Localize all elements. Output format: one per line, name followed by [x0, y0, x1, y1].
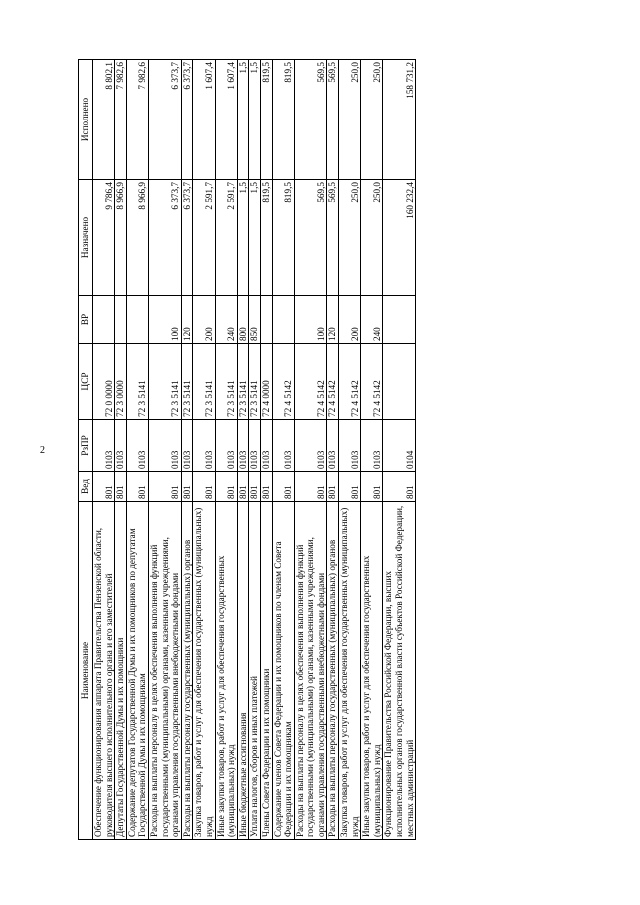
cell-ved: 801 [294, 472, 327, 502]
cell-assigned: 2 591,7 [193, 180, 215, 296]
cell-assigned: 569,5 [327, 180, 339, 296]
cell-executed: 1,5 [249, 60, 261, 180]
cell-csr: 72 0 0000 [93, 344, 115, 420]
cell-name: Иные закупки товаров, работ и услуг для обеспечения государственных (муниципальных) нужд [361, 502, 383, 840]
cell-executed: 819,5 [272, 60, 294, 180]
cell-rzpr: 0103 [260, 420, 272, 472]
cell-csr: 72 3 5141 [126, 344, 148, 420]
cell-ved: 801 [383, 472, 416, 502]
cell-rzpr: 0103 [361, 420, 383, 472]
cell-rzpr: 0103 [181, 420, 193, 472]
cell-executed: 1,5 [237, 60, 249, 180]
table-row [148, 60, 181, 840]
cell-name: Иные закупки товаров, работ и услуг для обеспечения государственных (муниципальных) нужд [215, 502, 237, 840]
cell-csr: 72 4 5142 [327, 344, 339, 420]
table-row [327, 60, 339, 840]
cell-executed: 7 982,6 [126, 60, 148, 180]
cell-name: Закупка товаров, работ и услуг для обеспечения государственных (муниципальных) нужд [339, 502, 361, 840]
cell-csr: 72 3 5141 [148, 344, 181, 420]
cell-name: Содержание депутатов Государственной Думы и их помощников по депутатам Государственной Думы и их помощникам [126, 502, 148, 840]
cell-vr: 100 [294, 296, 327, 344]
cell-rzpr: 0103 [339, 420, 361, 472]
cell-rzpr: 0103 [126, 420, 148, 472]
cell-executed: 1 607,4 [193, 60, 215, 180]
cell-vr: 100 [148, 296, 181, 344]
cell-csr: 72 3 5141 [249, 344, 261, 420]
cell-assigned: 569,5 [294, 180, 327, 296]
cell-assigned: 250,0 [339, 180, 361, 296]
cell-vr: 200 [339, 296, 361, 344]
cell-name: Иные бюджетные ассигнования [237, 502, 249, 840]
cell-ved: 801 [148, 472, 181, 502]
cell-executed: 6 373,7 [148, 60, 181, 180]
table-row [126, 60, 148, 840]
cell-rzpr: 0104 [383, 420, 416, 472]
cell-ved: 801 [126, 472, 148, 502]
table-row [249, 60, 261, 840]
cell-vr: 240 [215, 296, 237, 344]
cell-rzpr: 0103 [193, 420, 215, 472]
cell-assigned: 6 373,7 [148, 180, 181, 296]
cell-ved: 801 [181, 472, 193, 502]
cell-csr: 72 3 5141 [181, 344, 193, 420]
cell-name: Расходы на выплаты персоналу государственных (муниципальных) органов [327, 502, 339, 840]
cell-ved: 801 [260, 472, 272, 502]
header-rzpr: РзПР [79, 420, 93, 472]
cell-assigned: 250,0 [361, 180, 383, 296]
table-row [181, 60, 193, 840]
cell-executed: 250,0 [339, 60, 361, 180]
cell-vr [383, 296, 416, 344]
cell-assigned: 8 966,9 [115, 180, 127, 296]
cell-csr: 72 4 5142 [272, 344, 294, 420]
cell-csr: 72 4 0000 [260, 344, 272, 420]
cell-name: Расходы на выплаты персоналу государственных (муниципальных) органов [181, 502, 193, 840]
header-name: Наименование [79, 502, 93, 840]
cell-executed: 8 802,1 [93, 60, 115, 180]
cell-executed: 819,5 [260, 60, 272, 180]
cell-name: Депутаты Государственной Думы и их помощники [115, 502, 127, 840]
cell-ved: 801 [115, 472, 127, 502]
cell-ved: 801 [193, 472, 215, 502]
cell-ved: 801 [249, 472, 261, 502]
cell-assigned: 819,5 [260, 180, 272, 296]
cell-csr: 72 3 5141 [193, 344, 215, 420]
cell-csr: 72 4 5142 [294, 344, 327, 420]
cell-vr: 120 [181, 296, 193, 344]
cell-rzpr: 0103 [115, 420, 127, 472]
cell-vr [126, 296, 148, 344]
cell-ved: 801 [361, 472, 383, 502]
cell-executed: 250,0 [361, 60, 383, 180]
cell-name: Члены Совета Федерации и их помощники [260, 502, 272, 840]
header-ved: Вед [79, 472, 93, 502]
cell-vr [272, 296, 294, 344]
header-vr: ВР [79, 296, 93, 344]
cell-csr: 72 4 5142 [361, 344, 383, 420]
cell-rzpr: 0103 [215, 420, 237, 472]
cell-assigned: 6 373,7 [181, 180, 193, 296]
table-row [361, 60, 383, 840]
cell-executed: 7 982,6 [115, 60, 127, 180]
table-row [339, 60, 361, 840]
cell-assigned: 8 966,9 [126, 180, 148, 296]
cell-vr [260, 296, 272, 344]
cell-ved: 801 [272, 472, 294, 502]
cell-name: Расходы на выплаты персоналу в целях обеспечения выполнения функций государственными (муниципальными) органами, казенными учреждениями, органами управления государственными внебюджетными фондами [148, 502, 181, 840]
cell-executed: 569,5 [327, 60, 339, 180]
budget-table [78, 59, 416, 840]
cell-ved: 801 [93, 472, 115, 502]
cell-ved: 801 [215, 472, 237, 502]
cell-csr: 72 3 5141 [215, 344, 237, 420]
cell-executed: 158 731,2 [383, 60, 416, 180]
table-row [294, 60, 327, 840]
cell-name: Содержание членов Совета Федерации и их помощников по членам Совета Федерации и их помощникам [272, 502, 294, 840]
cell-assigned: 2 591,7 [215, 180, 237, 296]
cell-assigned: 1,5 [249, 180, 261, 296]
cell-name: Функционирование Правительства Российской Федерации, высших исполнительных органов государственной власти субъектов Российской Федерации, местных администраций [383, 502, 416, 840]
table-row [193, 60, 215, 840]
cell-executed: 1 607,4 [215, 60, 237, 180]
cell-rzpr: 0103 [272, 420, 294, 472]
cell-rzpr: 0103 [249, 420, 261, 472]
table-row [93, 60, 115, 840]
header-assigned: Назначено [79, 180, 93, 296]
page-number: 2 [40, 445, 45, 456]
cell-csr: 72 3 5141 [237, 344, 249, 420]
cell-name: Закупка товаров, работ и услуг для обеспечения государственных (муниципальных) нужд [193, 502, 215, 840]
table-row [115, 60, 127, 840]
cell-rzpr: 0103 [327, 420, 339, 472]
cell-assigned: 160 232,4 [383, 180, 416, 296]
cell-rzpr: 0103 [93, 420, 115, 472]
header-csr: ЦСР [79, 344, 93, 420]
cell-ved: 801 [339, 472, 361, 502]
cell-vr [115, 296, 127, 344]
table-row [237, 60, 249, 840]
cell-csr: 72 4 5142 [339, 344, 361, 420]
cell-rzpr: 0103 [294, 420, 327, 472]
cell-vr: 800 [237, 296, 249, 344]
table-row [215, 60, 237, 840]
cell-rzpr: 0103 [237, 420, 249, 472]
rotated-page-content [78, 60, 626, 840]
cell-executed: 569,5 [294, 60, 327, 180]
cell-ved: 801 [237, 472, 249, 502]
cell-rzpr: 0103 [148, 420, 181, 472]
cell-vr [93, 296, 115, 344]
cell-executed: 6 373,7 [181, 60, 193, 180]
cell-csr [383, 344, 416, 420]
cell-vr: 120 [327, 296, 339, 344]
table-row [272, 60, 294, 840]
table-header-row [79, 60, 93, 840]
cell-name: Расходы на выплаты персоналу в целях обеспечения выполнения функций государственными (муниципальными) органами, казенными учреждениями, органами управления государственными внебюджетными фондами [294, 502, 327, 840]
cell-vr: 240 [361, 296, 383, 344]
cell-vr: 850 [249, 296, 261, 344]
table-row [260, 60, 272, 840]
cell-csr: 72 3 0000 [115, 344, 127, 420]
cell-ved: 801 [327, 472, 339, 502]
cell-assigned: 1,5 [237, 180, 249, 296]
cell-name: Уплата налогов, сборов и иных платежей [249, 502, 261, 840]
table-row [383, 60, 416, 840]
header-executed: Исполнено [79, 60, 93, 180]
cell-assigned: 9 786,4 [93, 180, 115, 296]
cell-vr: 200 [193, 296, 215, 344]
cell-assigned: 819,5 [272, 180, 294, 296]
cell-name: Обеспечение функционирования аппарата Правительства Пензенской области, руководителя высшего исполнительного органа и его заместителей [93, 502, 115, 840]
